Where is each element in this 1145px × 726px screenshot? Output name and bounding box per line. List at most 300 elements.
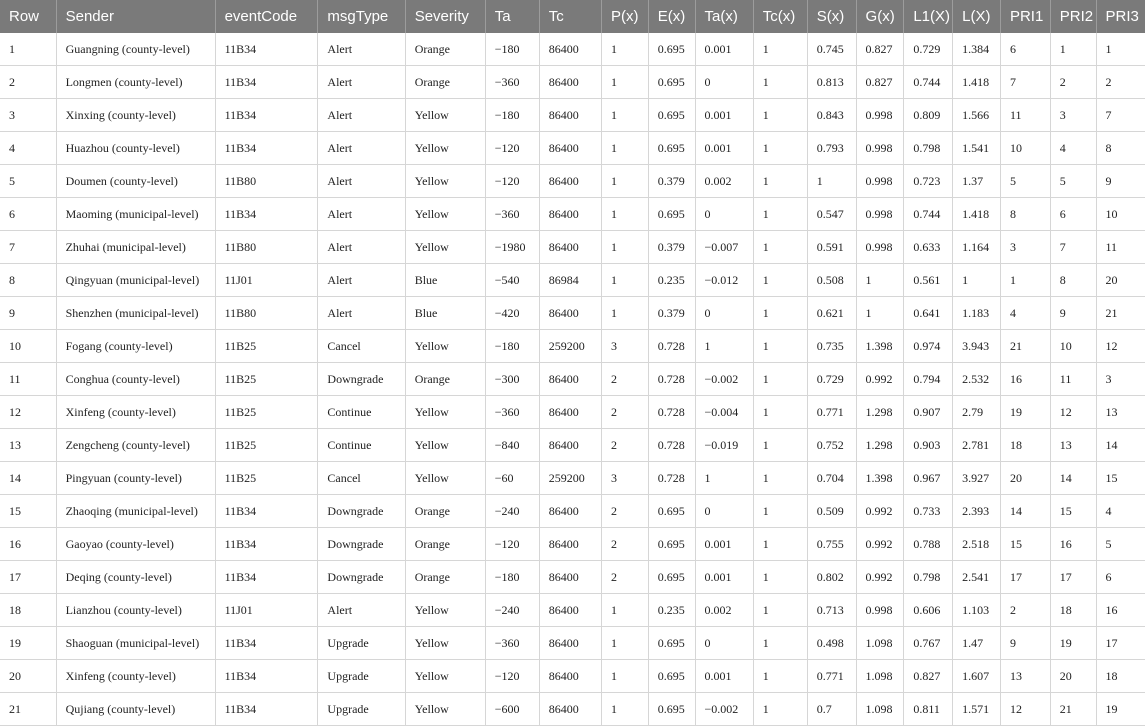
table-cell: 0.967 xyxy=(904,462,953,495)
table-cell: Alert xyxy=(318,297,405,330)
table-cell: 9 xyxy=(0,297,56,330)
table-cell: 86400 xyxy=(539,198,601,231)
table-row xyxy=(0,198,1145,231)
table-cell: 2 xyxy=(602,396,649,429)
table-cell: 10 xyxy=(1000,132,1050,165)
table-cell: 1.607 xyxy=(953,660,1001,693)
table-cell: Zhaoqing (municipal-level) xyxy=(56,495,215,528)
column-header: Tc(x) xyxy=(753,0,807,33)
table-cell: Yellow xyxy=(405,132,485,165)
table-cell: 12 xyxy=(0,396,56,429)
table-cell: 1 xyxy=(1096,33,1145,66)
table-cell: 1.566 xyxy=(953,99,1001,132)
table-row xyxy=(0,330,1145,363)
table-cell: Orange xyxy=(405,66,485,99)
table-cell: 1 xyxy=(753,330,807,363)
table-cell: 12 xyxy=(1050,396,1096,429)
table-cell: 0 xyxy=(695,66,753,99)
table-cell: 2 xyxy=(602,495,649,528)
table-cell: 86400 xyxy=(539,165,601,198)
table-cell: 9 xyxy=(1000,627,1050,660)
table-cell: 0.907 xyxy=(904,396,953,429)
table-cell: Fogang (county-level) xyxy=(56,330,215,363)
table-cell: Alert xyxy=(318,165,405,198)
table-cell: 0.735 xyxy=(807,330,856,363)
table-cell: 21 xyxy=(1050,693,1096,726)
table-cell: 21 xyxy=(1096,297,1145,330)
table-cell: −600 xyxy=(485,693,539,726)
table-row xyxy=(0,33,1145,66)
table-cell: 0.992 xyxy=(856,528,904,561)
table-cell: 11 xyxy=(1096,231,1145,264)
table-cell: 1 xyxy=(753,660,807,693)
table-cell: 11B34 xyxy=(215,33,318,66)
table-cell: 1 xyxy=(602,198,649,231)
table-cell: 3 xyxy=(1050,99,1096,132)
table-cell: 0.509 xyxy=(807,495,856,528)
table-cell: 1 xyxy=(753,396,807,429)
column-header: L(X) xyxy=(953,0,1001,33)
table-cell: 1 xyxy=(753,33,807,66)
table-cell: 1.098 xyxy=(856,627,904,660)
column-header: G(x) xyxy=(856,0,904,33)
table-cell: Alert xyxy=(318,264,405,297)
table-cell: Qujiang (county-level) xyxy=(56,693,215,726)
table-cell: Yellow xyxy=(405,693,485,726)
table-cell: 0.695 xyxy=(648,693,695,726)
table-cell: 4 xyxy=(0,132,56,165)
table-cell: 11B34 xyxy=(215,495,318,528)
table-cell: 0.767 xyxy=(904,627,953,660)
table-cell: 0.001 xyxy=(695,528,753,561)
table-cell: 19 xyxy=(1000,396,1050,429)
table-cell: 13 xyxy=(1000,660,1050,693)
table-cell: 9 xyxy=(1096,165,1145,198)
table-row xyxy=(0,429,1145,462)
table-cell: 2 xyxy=(602,528,649,561)
table-cell: 0.695 xyxy=(648,660,695,693)
table-cell: 1 xyxy=(753,594,807,627)
table-cell: 11B34 xyxy=(215,99,318,132)
table-cell: 1 xyxy=(602,264,649,297)
table-cell: 6 xyxy=(0,198,56,231)
table-body xyxy=(0,33,1145,726)
table-cell: 0.813 xyxy=(807,66,856,99)
table-cell: Continue xyxy=(318,396,405,429)
table-cell: 11B34 xyxy=(215,561,318,594)
table-cell: 1.541 xyxy=(953,132,1001,165)
table-row xyxy=(0,231,1145,264)
column-header: Row xyxy=(0,0,56,33)
table-cell: 4 xyxy=(1050,132,1096,165)
column-header: S(x) xyxy=(807,0,856,33)
table-cell: Conghua (county-level) xyxy=(56,363,215,396)
table-cell: 17 xyxy=(1000,561,1050,594)
table-cell: 1 xyxy=(753,495,807,528)
table-cell: 5 xyxy=(1050,165,1096,198)
table-cell: 1 xyxy=(753,264,807,297)
table-cell: Gaoyao (county-level) xyxy=(56,528,215,561)
table-row xyxy=(0,660,1145,693)
table-cell: Shaoguan (municipal-level) xyxy=(56,627,215,660)
table-row xyxy=(0,264,1145,297)
table-cell: Yellow xyxy=(405,231,485,264)
table-cell: 1 xyxy=(602,693,649,726)
table-cell: 0.591 xyxy=(807,231,856,264)
table-cell: 7 xyxy=(1096,99,1145,132)
table-cell: 1 xyxy=(0,33,56,66)
table-cell: 2.781 xyxy=(953,429,1001,462)
table-cell: 0.695 xyxy=(648,528,695,561)
table-cell: −180 xyxy=(485,99,539,132)
table-cell: 14 xyxy=(1050,462,1096,495)
table-cell: 259200 xyxy=(539,330,601,363)
table-cell: Zengcheng (county-level) xyxy=(56,429,215,462)
table-cell: 20 xyxy=(1000,462,1050,495)
table-cell: 0.827 xyxy=(856,66,904,99)
table-cell: −540 xyxy=(485,264,539,297)
table-cell: −1980 xyxy=(485,231,539,264)
table-cell: 0.998 xyxy=(856,594,904,627)
table-cell: Orange xyxy=(405,528,485,561)
table-cell: 18 xyxy=(0,594,56,627)
table-cell: 12 xyxy=(1096,330,1145,363)
table-cell: 1 xyxy=(753,693,807,726)
table-cell: 0.788 xyxy=(904,528,953,561)
table-cell: Upgrade xyxy=(318,660,405,693)
table-cell: 1 xyxy=(807,165,856,198)
table-cell: 3 xyxy=(602,330,649,363)
table-cell: 0.998 xyxy=(856,165,904,198)
table-cell: 1.098 xyxy=(856,693,904,726)
table-cell: 11B34 xyxy=(215,132,318,165)
table-cell: 0.379 xyxy=(648,297,695,330)
table-cell: 1.398 xyxy=(856,330,904,363)
table-cell: −0.019 xyxy=(695,429,753,462)
table-cell: 11B80 xyxy=(215,231,318,264)
table-cell: 0.728 xyxy=(648,396,695,429)
table-cell: 0.7 xyxy=(807,693,856,726)
table-cell: 18 xyxy=(1050,594,1096,627)
table-cell: −120 xyxy=(485,528,539,561)
table-cell: 3 xyxy=(0,99,56,132)
table-cell: 0.793 xyxy=(807,132,856,165)
table-cell: 21 xyxy=(1000,330,1050,363)
table-cell: Orange xyxy=(405,33,485,66)
table-cell: Orange xyxy=(405,363,485,396)
table-cell: 0.728 xyxy=(648,462,695,495)
table-cell: −240 xyxy=(485,594,539,627)
table-cell: 0.695 xyxy=(648,627,695,660)
table-cell: 0.802 xyxy=(807,561,856,594)
table-cell: 0.695 xyxy=(648,99,695,132)
table-row xyxy=(0,528,1145,561)
table-cell: 0.798 xyxy=(904,561,953,594)
table-cell: 0.998 xyxy=(856,198,904,231)
table-cell: 11B25 xyxy=(215,330,318,363)
table-cell: 86400 xyxy=(539,33,601,66)
table-cell: 1 xyxy=(602,660,649,693)
table-row xyxy=(0,561,1145,594)
table-cell: 0 xyxy=(695,495,753,528)
table-cell: 1 xyxy=(856,297,904,330)
table-cell: 0 xyxy=(695,627,753,660)
table-cell: Alert xyxy=(318,198,405,231)
table-cell: 15 xyxy=(0,495,56,528)
table-cell: 0.992 xyxy=(856,561,904,594)
table-cell: 0.379 xyxy=(648,165,695,198)
table-cell: 11J01 xyxy=(215,594,318,627)
table-cell: 18 xyxy=(1000,429,1050,462)
table-cell: 0.508 xyxy=(807,264,856,297)
table-cell: Cancel xyxy=(318,462,405,495)
table-cell: 6 xyxy=(1096,561,1145,594)
table-cell: 0.606 xyxy=(904,594,953,627)
column-header: L1(X) xyxy=(904,0,953,33)
table-cell: 0.695 xyxy=(648,66,695,99)
table-cell: 7 xyxy=(0,231,56,264)
table-row xyxy=(0,396,1145,429)
table-cell: −180 xyxy=(485,33,539,66)
table-cell: 1.398 xyxy=(856,462,904,495)
table-cell: 1.418 xyxy=(953,198,1001,231)
table-cell: 0.561 xyxy=(904,264,953,297)
table-cell: 1 xyxy=(1050,33,1096,66)
table-cell: 1 xyxy=(753,99,807,132)
table-cell: −120 xyxy=(485,132,539,165)
table-cell: 15 xyxy=(1096,462,1145,495)
table-cell: 10 xyxy=(1050,330,1096,363)
table-cell: 0.498 xyxy=(807,627,856,660)
table-row xyxy=(0,627,1145,660)
table-cell: 1.418 xyxy=(953,66,1001,99)
table-cell: Doumen (county-level) xyxy=(56,165,215,198)
table-cell: 14 xyxy=(0,462,56,495)
table-cell: −0.002 xyxy=(695,363,753,396)
table-cell: 19 xyxy=(1096,693,1145,726)
table-cell: Longmen (county-level) xyxy=(56,66,215,99)
table-cell: Orange xyxy=(405,495,485,528)
table-cell: 11 xyxy=(0,363,56,396)
table-cell: 13 xyxy=(1050,429,1096,462)
table-cell: 16 xyxy=(0,528,56,561)
table-cell: 2.532 xyxy=(953,363,1001,396)
table-cell: 1 xyxy=(753,66,807,99)
table-cell: −840 xyxy=(485,429,539,462)
table-cell: Downgrade xyxy=(318,363,405,396)
table-cell: 17 xyxy=(0,561,56,594)
table-row xyxy=(0,594,1145,627)
table-cell: 19 xyxy=(1050,627,1096,660)
table-cell: 7 xyxy=(1000,66,1050,99)
table-cell: Qingyuan (municipal-level) xyxy=(56,264,215,297)
table-cell: 1.47 xyxy=(953,627,1001,660)
table-cell: 1 xyxy=(753,429,807,462)
table-cell: 0.744 xyxy=(904,66,953,99)
table-cell: −300 xyxy=(485,363,539,396)
table-cell: 1.384 xyxy=(953,33,1001,66)
table-cell: 0.001 xyxy=(695,99,753,132)
table-cell: 86400 xyxy=(539,627,601,660)
column-header: eventCode xyxy=(215,0,318,33)
column-header: P(x) xyxy=(602,0,649,33)
table-cell: −420 xyxy=(485,297,539,330)
column-header: Severity xyxy=(405,0,485,33)
table-cell: Downgrade xyxy=(318,495,405,528)
table-row xyxy=(0,495,1145,528)
column-header: PRI1 xyxy=(1000,0,1050,33)
table-cell: 0.695 xyxy=(648,198,695,231)
table-cell: Downgrade xyxy=(318,528,405,561)
table-cell: −0.007 xyxy=(695,231,753,264)
table-cell: 0.001 xyxy=(695,660,753,693)
table-cell: 1 xyxy=(753,198,807,231)
table-cell: 11B80 xyxy=(215,165,318,198)
table-cell: Yellow xyxy=(405,99,485,132)
table-cell: 21 xyxy=(0,693,56,726)
table-cell: 0.695 xyxy=(648,495,695,528)
table-cell: 2.518 xyxy=(953,528,1001,561)
table-cell: Xinxing (county-level) xyxy=(56,99,215,132)
table-cell: Guangning (county-level) xyxy=(56,33,215,66)
table-cell: Xinfeng (county-level) xyxy=(56,660,215,693)
table-cell: 16 xyxy=(1050,528,1096,561)
table-cell: 0.704 xyxy=(807,462,856,495)
table-cell: 13 xyxy=(1096,396,1145,429)
table-cell: 16 xyxy=(1000,363,1050,396)
table-cell: 0.379 xyxy=(648,231,695,264)
table-row xyxy=(0,132,1145,165)
table-cell: Yellow xyxy=(405,198,485,231)
table-cell: Alert xyxy=(318,66,405,99)
table-cell: 17 xyxy=(1050,561,1096,594)
column-header: Tc xyxy=(539,0,601,33)
table-cell: 1 xyxy=(1000,264,1050,297)
table-cell: 2.541 xyxy=(953,561,1001,594)
table-cell: 86400 xyxy=(539,495,601,528)
table-cell: 18 xyxy=(1096,660,1145,693)
table-cell: 86400 xyxy=(539,528,601,561)
table-cell: 1.571 xyxy=(953,693,1001,726)
table-cell: 0.641 xyxy=(904,297,953,330)
table-cell: 1 xyxy=(856,264,904,297)
table-cell: Alert xyxy=(318,594,405,627)
table-cell: 0.729 xyxy=(904,33,953,66)
table-cell: Pingyuan (county-level) xyxy=(56,462,215,495)
table-cell: 0.843 xyxy=(807,99,856,132)
table-cell: 0.992 xyxy=(856,363,904,396)
table-cell: 0.827 xyxy=(904,660,953,693)
table-cell: 0.695 xyxy=(648,33,695,66)
table-cell: Yellow xyxy=(405,429,485,462)
table-cell: 7 xyxy=(1050,231,1096,264)
table-cell: Alert xyxy=(318,99,405,132)
table-header xyxy=(0,0,1145,33)
column-header: Sender xyxy=(56,0,215,33)
table-cell: 12 xyxy=(1000,693,1050,726)
table-cell: 1.098 xyxy=(856,660,904,693)
table-cell: 0.998 xyxy=(856,132,904,165)
table-cell: Xinfeng (county-level) xyxy=(56,396,215,429)
table-cell: 9 xyxy=(1050,297,1096,330)
table-cell: 0.755 xyxy=(807,528,856,561)
table-cell: 259200 xyxy=(539,462,601,495)
table-row xyxy=(0,363,1145,396)
table-cell: Yellow xyxy=(405,165,485,198)
table-cell: 86400 xyxy=(539,66,601,99)
table-cell: 1 xyxy=(602,33,649,66)
table-cell: 15 xyxy=(1050,495,1096,528)
table-cell: 86400 xyxy=(539,99,601,132)
table-cell: 17 xyxy=(1096,627,1145,660)
table-cell: 6 xyxy=(1000,33,1050,66)
table-cell: 0.811 xyxy=(904,693,953,726)
table-cell: 0.809 xyxy=(904,99,953,132)
table-cell: 10 xyxy=(0,330,56,363)
table-cell: −240 xyxy=(485,495,539,528)
table-cell: 1 xyxy=(753,132,807,165)
table-cell: 8 xyxy=(1000,198,1050,231)
table-cell: 1 xyxy=(602,99,649,132)
table-cell: 5 xyxy=(1096,528,1145,561)
table-cell: 0.713 xyxy=(807,594,856,627)
table-cell: 2 xyxy=(602,561,649,594)
table-cell: 2 xyxy=(602,363,649,396)
table-cell: 16 xyxy=(1096,594,1145,627)
table-row xyxy=(0,99,1145,132)
table-cell: Continue xyxy=(318,429,405,462)
table-cell: 0.752 xyxy=(807,429,856,462)
table-cell: 11B25 xyxy=(215,396,318,429)
table-cell: Orange xyxy=(405,561,485,594)
table-cell: Upgrade xyxy=(318,693,405,726)
table-cell: 0.002 xyxy=(695,165,753,198)
table-cell: 0.728 xyxy=(648,429,695,462)
table-cell: 0.903 xyxy=(904,429,953,462)
table-cell: Blue xyxy=(405,297,485,330)
column-header: PRI2 xyxy=(1050,0,1096,33)
column-header: msgType xyxy=(318,0,405,33)
table-cell: 86400 xyxy=(539,363,601,396)
table-cell: Deqing (county-level) xyxy=(56,561,215,594)
table-cell: 0.235 xyxy=(648,264,695,297)
table-cell: 11B25 xyxy=(215,429,318,462)
table-cell: −360 xyxy=(485,396,539,429)
table-cell: 14 xyxy=(1096,429,1145,462)
table-cell: 0.001 xyxy=(695,561,753,594)
table-cell: Maoming (municipal-level) xyxy=(56,198,215,231)
table-cell: 20 xyxy=(1096,264,1145,297)
table-row xyxy=(0,165,1145,198)
table-cell: 1 xyxy=(953,264,1001,297)
table-cell: 4 xyxy=(1000,297,1050,330)
table-cell: 11B25 xyxy=(215,462,318,495)
table-cell: −180 xyxy=(485,561,539,594)
table-cell: Yellow xyxy=(405,627,485,660)
table-cell: 0.723 xyxy=(904,165,953,198)
table-cell: 11 xyxy=(1050,363,1096,396)
table-cell: 0.621 xyxy=(807,297,856,330)
table-cell: −180 xyxy=(485,330,539,363)
table-cell: −0.012 xyxy=(695,264,753,297)
table-cell: 1 xyxy=(753,561,807,594)
table-cell: Alert xyxy=(318,231,405,264)
table-cell: 0.771 xyxy=(807,660,856,693)
table-cell: 0.771 xyxy=(807,396,856,429)
table-cell: 86400 xyxy=(539,132,601,165)
table-cell: 2 xyxy=(602,429,649,462)
table-cell: 13 xyxy=(0,429,56,462)
